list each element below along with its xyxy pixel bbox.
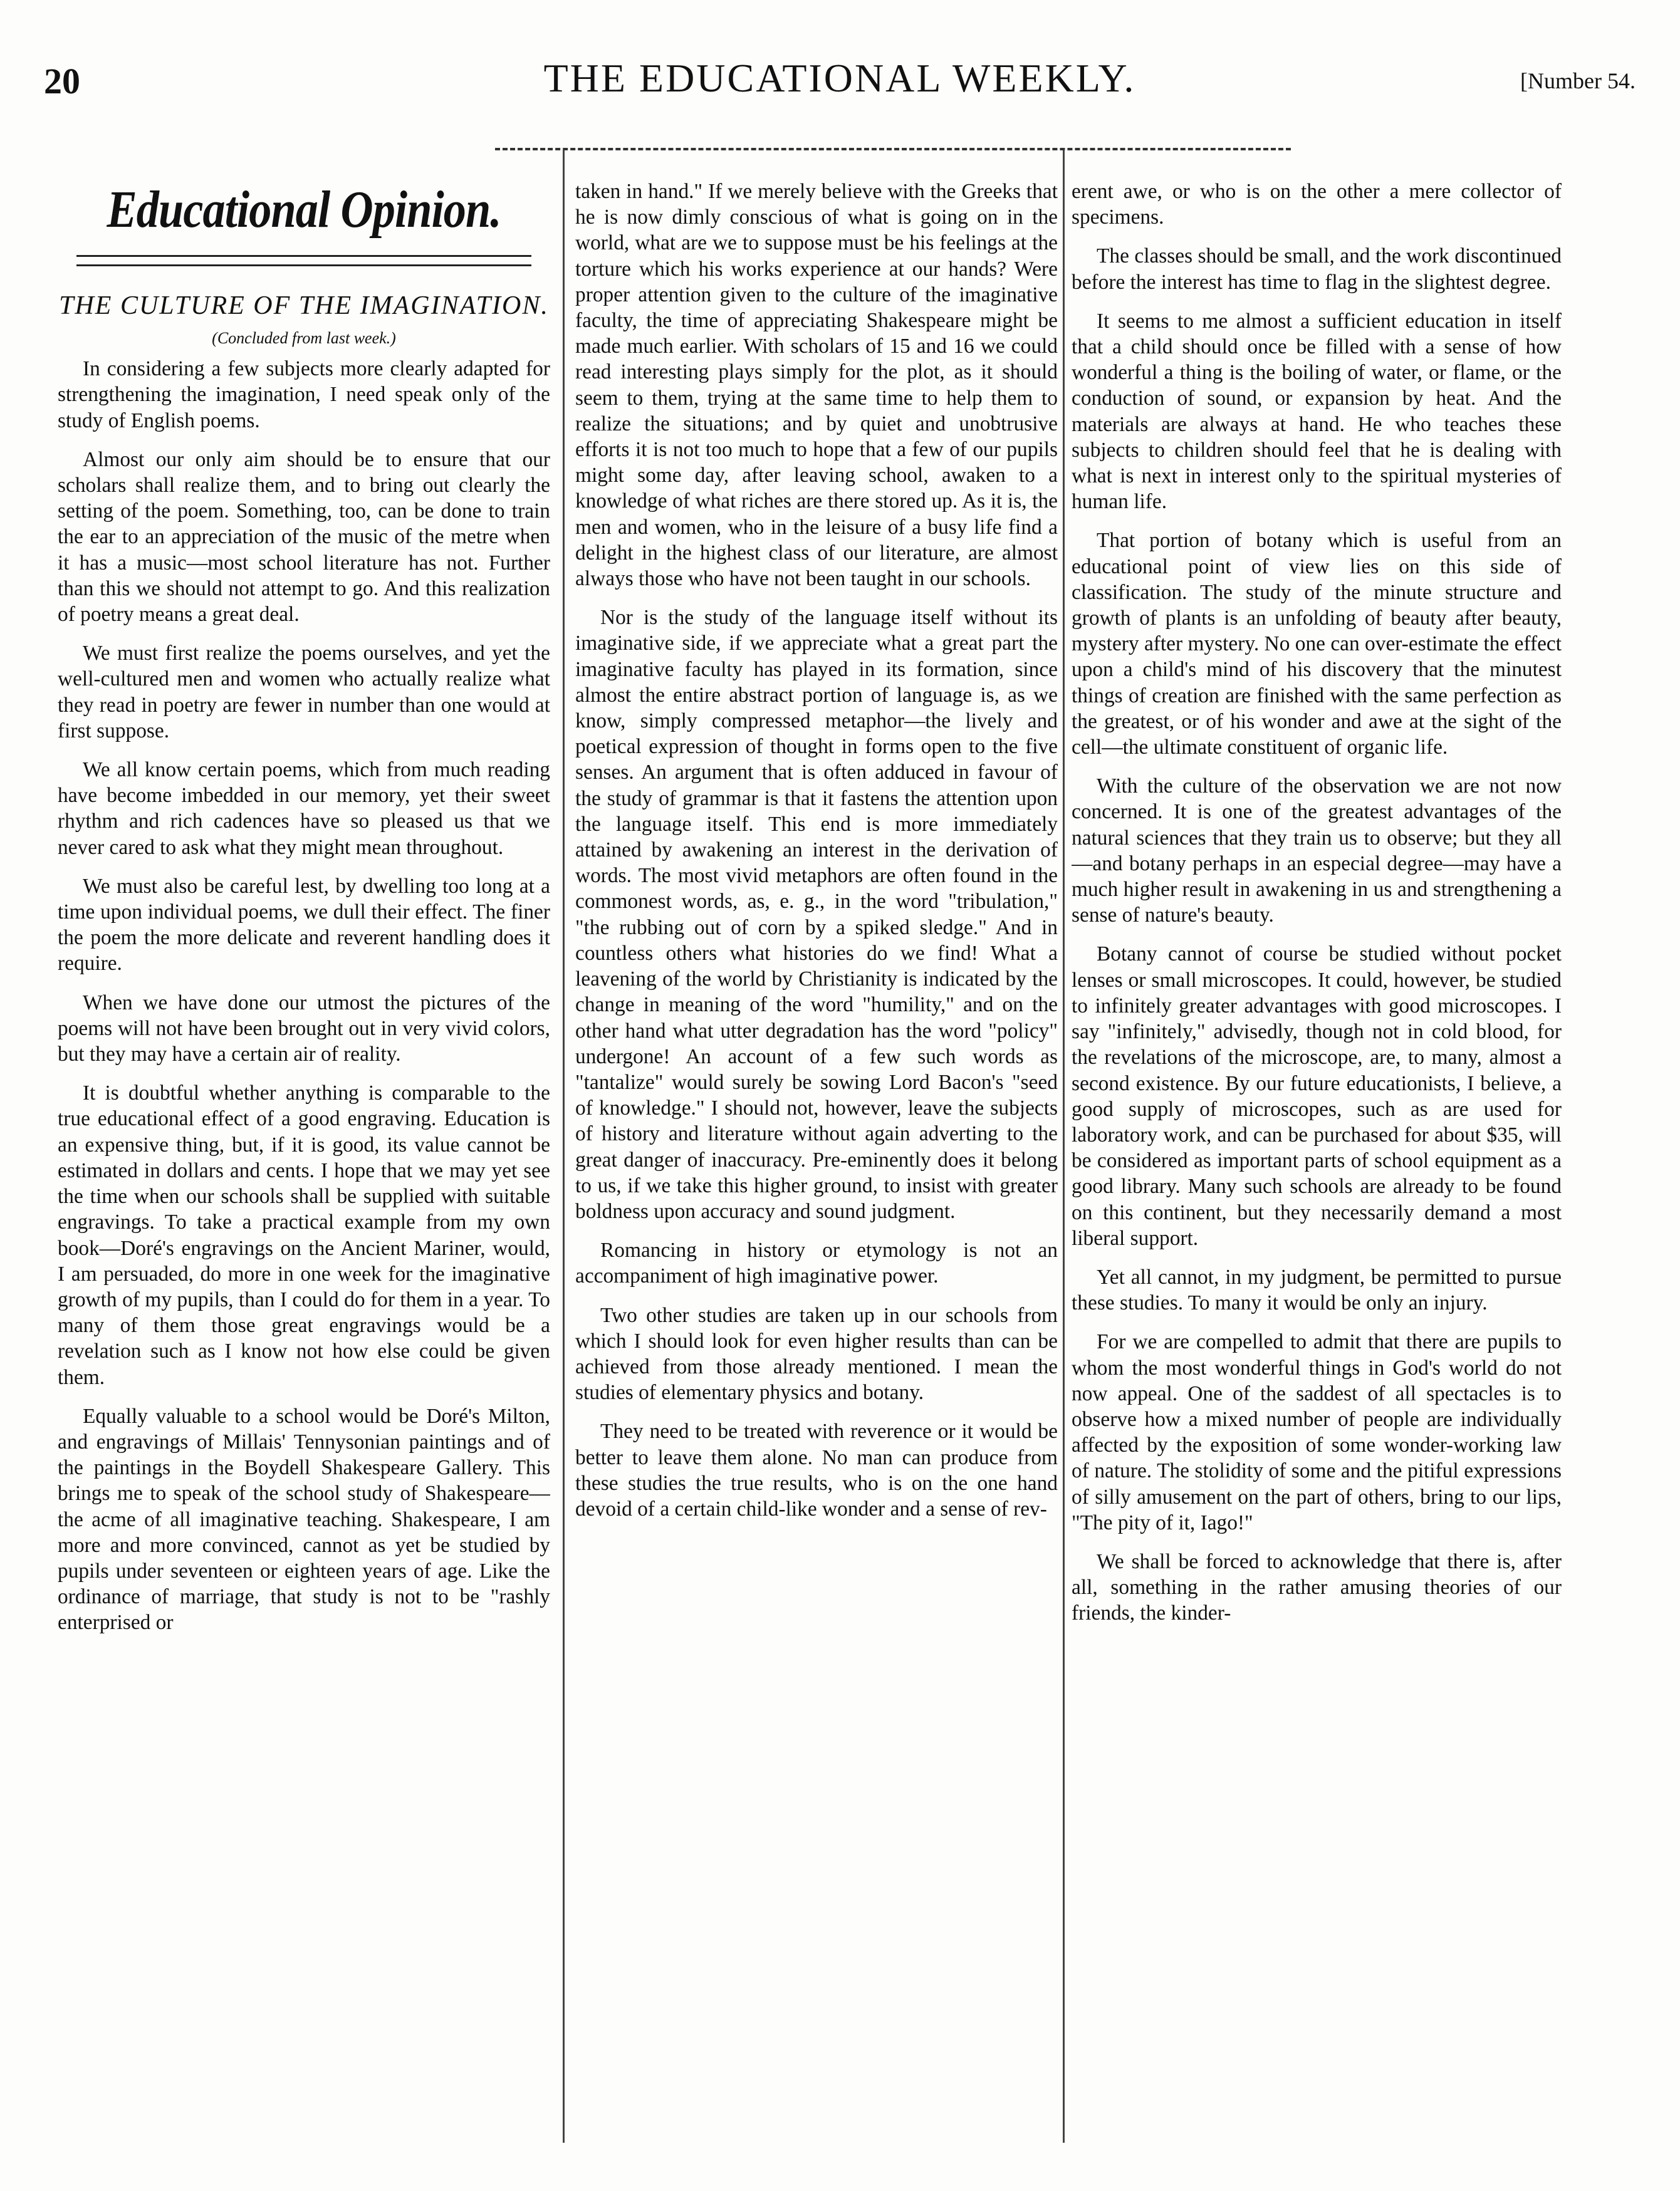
paragraph: The classes should be small, and the work discontinued before the interest has time to flag in the slightest degree. [1072,244,1562,294]
issue-number: [Number 54. [1520,68,1636,93]
paragraph: taken in hand." If we merely believe with the Greeks that he is now dimly conscious of what is going on in the world, what are we to suppose must be his feelings at the torture which his works experience at our hands? Were proper attention given to the culture of the imaginative faculty, the time of appreciating Shakespeare might be made much earlier. With scholars of 15 and 16 we could read interesting plays simply for the plot, as it should seem to them, trying at the same time to help them to realize the situations; and by quiet and unobtrusive efforts it is not too much to hope that a few of our pupils might some day, after leaving school, awaken to a knowledge of what riches are there stored up. As it is, the men and women, who in the leisure of a busy life find a delight in the highest class of our literature, are almost always those who have not been taught in our schools. [575,180,1058,591]
column-2 [575,179,1058,2158]
publication-title: THE EDUCATIONAL WEEKLY. [543,56,1136,100]
paragraph: Romancing in history or etymology is not an accompaniment of high imaginative power. [575,1239,1058,1288]
paragraph: Equally valuable to a school would be Doré's Milton, and engravings of Millais' Tennysonian paintings and of the paintings in the Boydell Shakespeare Gallery. This brings me to speak of the school study of Shakespeare—the acme of all imaginative teaching. Shakespeare, I am more and more convinced, cannot as yet be studied by pupils under seventeen or eighteen years of age. Like the ordinance of marriage, that study is not to be "rashly enterprised or [58,1404,550,1635]
paragraph: In considering a few subjects more clearly adapted for strengthening the imagination, I need speak only of the study of English poems. [58,357,550,432]
paragraph: It is doubtful whether anything is comparable to the true educational effect of a good engraving. Education is an expensive thing, but, if it is good, its value cannot be estimated in dollars and cents. I hope that we may yet see the time when our schools shall be supplied with suitable engravings. To take a practical example from my own book—Doré's engravings on the Ancient Mariner, would, I am persuaded, do more in one week for the imaginative growth of my pupils, than I could do for them in a year. To many of them those great engravings would be a revelation such as I know not how else could be given them. [58,1081,550,1389]
paragraph: Yet all cannot, in my judgment, be permitted to pursue these studies. To many it would be only an injury. [1072,1265,1562,1315]
paragraph: Nor is the study of the language itself without its imaginative side, if we appreciate what a great part the imaginative faculty has played in its formation, since almost the entire abstract portion of language is, as we know, simply compressed metaphor—the lively and poetical expression of thought in forms open to the five senses. An argument that is often adduced in favour of the study of grammar is that it fastens the attention upon the language itself. This end is more immediately attained by awakening an interest in the derivation of words. The most vivid metaphors are often found in the commonest words, as, e. g., in the word "tribulation," "the rubbing out of corn by a spiked sledge." And in countless others what histories do we find! What a leavening of the world by Christianity is indicated by the change in meaning of the word "humility," and on the other hand what utter degradation has the word "policy" undergone! An account of a few such words as "tantalize" would surely be sowing Lord Bacon's "seed of knowledge." I should not, however, leave the subjects of history and literature without again adverting to the great danger of inaccuracy. Pre-eminently does it belong to us, if we take this higher ground, to insist with greater boldness upon accuracy and sound judgment. [575,606,1058,1223]
page-number: 20 [44,61,80,101]
paragraph: For we are compelled to admit that there are pupils to whom the most wonderful things in God's world do not now appeal. One of the saddest of all spectacles is to observe how a mixed number of people are individually affected by the exposition of some wonder-working law of nature. The stolidity of some and the pitiful expressions of silly amusement on the part of others, bring to our lips, "The pity of it, Iago!" [1072,1330,1562,1534]
column-1 [58,179,550,2158]
paragraph: That portion of botany which is useful from an educational point of view lies on this side of classification. The study of the minute structure and growth of plants is an unfolding of beauty after beauty, mystery after mystery. No one can over-estimate the effect upon a child's mind of his discovery that the minutest things of creation are finished with the same perfection as the greatest, or of his wonder and awe at the sight of the cell—the ultimate constituent of organic life. [1072,529,1562,759]
header-rule [495,148,1291,150]
masthead [44,55,1636,130]
column-divider [1063,150,1065,2143]
paragraph: It seems to me almost a sufficient education in itself that a child should once be filled with a sense of how wonderful a thing is the boiling of water, or flame, or the conduction of sound, or expansion by heat. And the materials are always at hand. He who teaches these subjects to children should feel that he is dealing with what is next in interest only to the spiritual mysteries of human life. [1072,309,1562,514]
section-rule [76,255,531,266]
paragraph: With the culture of the observation we are not now concerned. It is one of the greatest advantages of the natural sciences that they train us to observe; but they all—and botany perhaps in an especial degree—may have a much higher result in awakening in us and strengthening a sense of nature's beauty. [1072,774,1562,927]
paragraph: When we have done our utmost the pictures of the poems will not have been brought out in very vivid colors, but they may have a certain air of reality. [58,991,550,1066]
paragraph: We must first realize the poems ourselves, and yet the well-cultured men and women who actually realize what they read in poetry are fewer in number than one would at first suppose. [58,642,550,742]
paragraph: We shall be forced to acknowledge that there is, after all, something in the rather amusing theories of our friends, the kinder- [1072,1549,1562,1625]
article-title: THE CULTURE OF THE IMAGINATION. [59,291,549,320]
continuation-note: (Concluded from last week.) [212,329,396,347]
paragraph: Botany cannot of course be studied without pocket lenses or small microscopes. It could, however, be studied to infinitely greater advantages with good microscopes. I say "infinitely," advisedly, though not in cold blood, for the revelations of the microscope, are, to many, almost a second existence. By our future educationists, I believe, a good supply of microscopes, such as are used for laboratory work, and can be purchased for about $35, will be considered as important parts of school equipment as a good library. Many such schools are already to be found on this continent, but they necessarily demand a most liberal support. [1072,942,1562,1250]
paragraph: Almost our only aim should be to ensure that our scholars shall realize them, and to bring out clearly the setting of the poem. Something, too, can be done to train the ear to an appreciation of the music of the metre when it has a music—most school literature has not. Further than this we should not attempt to go. And this realization of poetry means a great deal. [58,447,550,627]
paragraph: They need to be treated with reverence or it would be better to leave them alone. No man can produce from these studies the true results, who is on the one hand devoid of a certain child-like wonder and a sense of rev- [575,1420,1058,1521]
paragraph: erent awe, or who is on the other a mere collector of specimens. [1072,180,1562,229]
section-heading: Educational Opinion. [107,180,501,239]
paragraph: Two other studies are taken up in our schools from which I should look for even higher results than can be achieved from those already mentioned. I mean the studies of elementary physics and botany. [575,1303,1058,1405]
column-3 [1072,179,1562,2158]
paragraph: We all know certain poems, which from much reading have become imbedded in our memory, yet their sweet rhythm and rich cadences have so pleased us that we never cared to ask what they might mean throughout. [58,758,550,859]
paragraph: We must also be careful lest, by dwelling too long at a time upon individual poems, we dull their effect. The finer the poem the more delicate and reverent handling does it require. [58,874,550,976]
column-divider [563,150,565,2143]
